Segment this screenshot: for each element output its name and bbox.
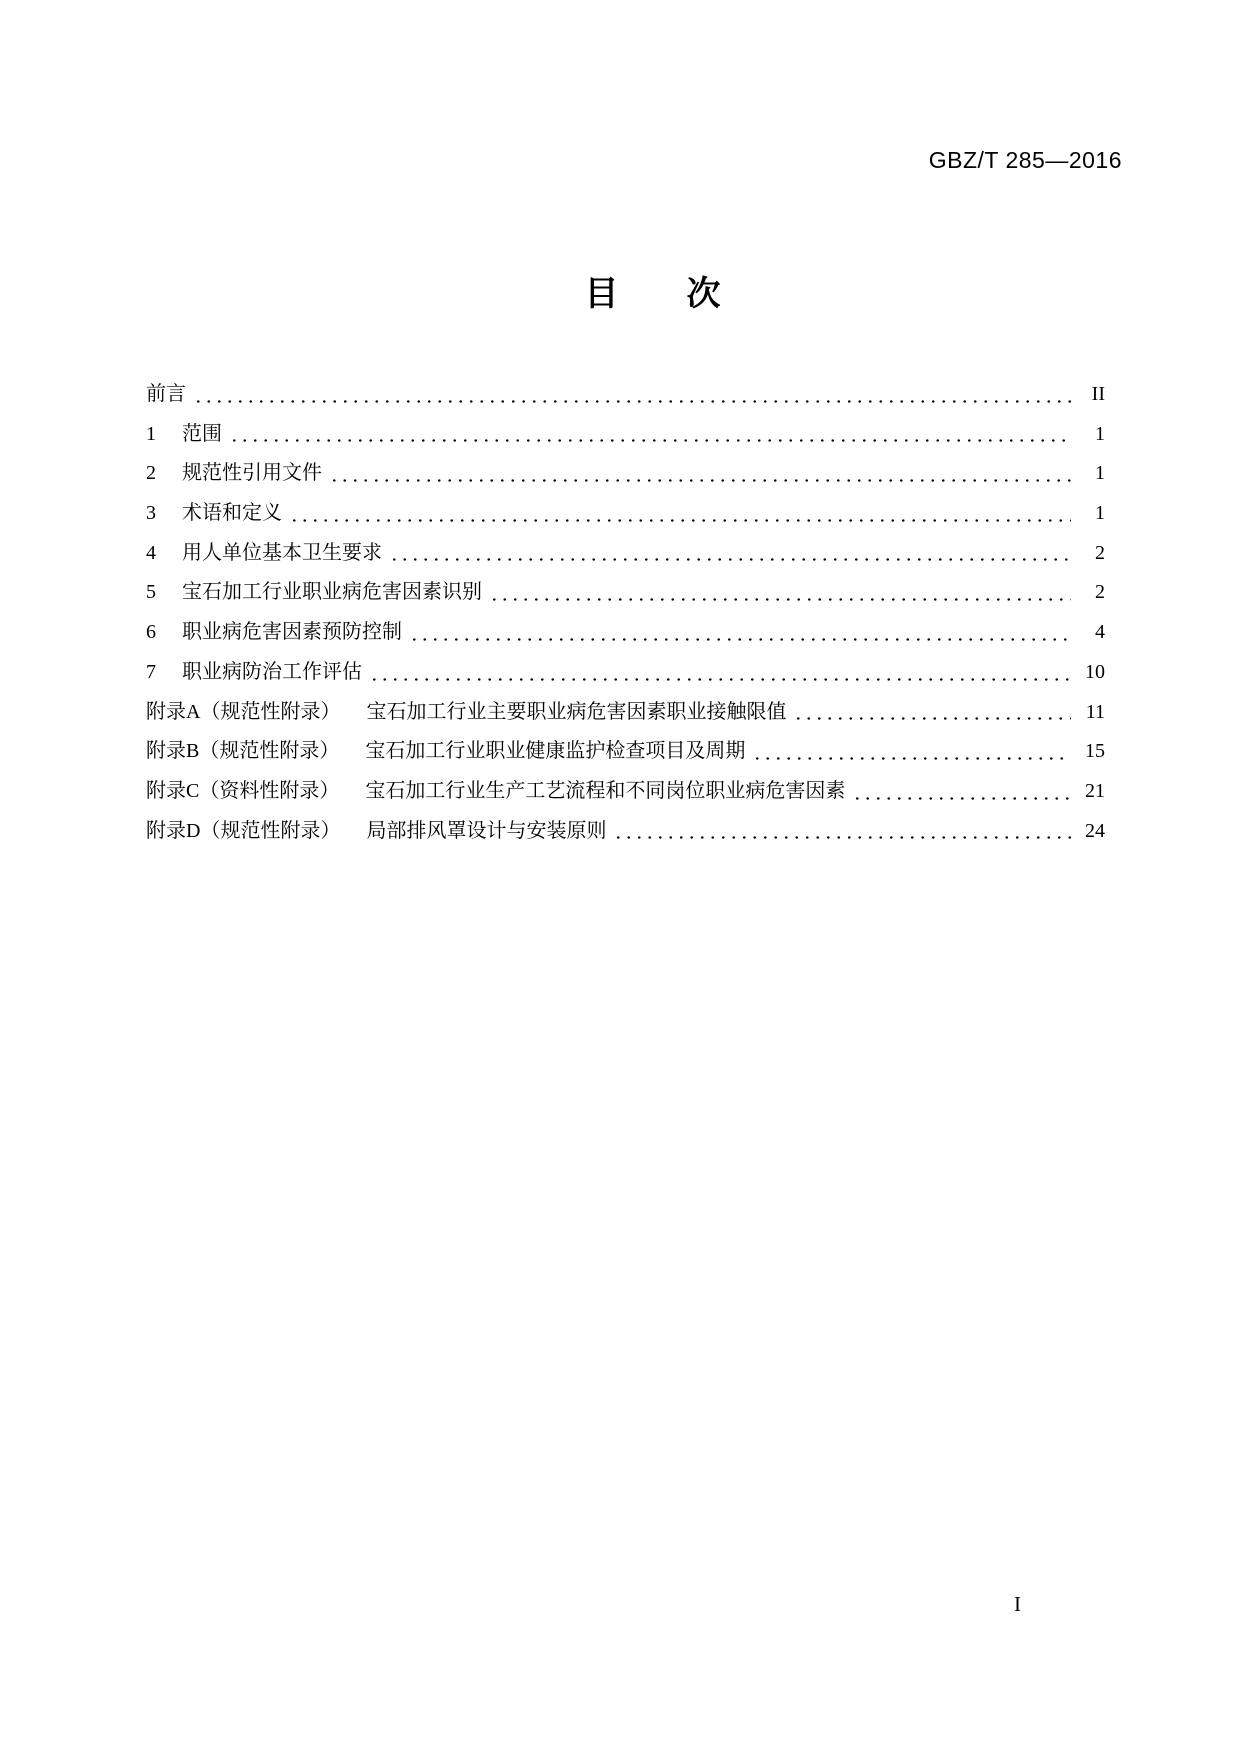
toc-entry-description: 宝石加工行业生产工艺流程和不同岗位职业病危害因素 — [365, 779, 846, 802]
dot-leader — [613, 812, 1071, 852]
footer-page-number: I — [1014, 1592, 1021, 1616]
toc-entry-page-number: 1 — [1095, 502, 1105, 525]
toc-entry-label: 规范性引用文件 — [182, 462, 322, 485]
toc-entry — [146, 375, 1105, 415]
page-title: 目 次 — [584, 275, 721, 313]
toc-entry-number: 2 — [146, 462, 156, 485]
toc-entry-label: 附录C（资料性附录） — [146, 779, 340, 802]
toc-entry-page-number: 2 — [1095, 581, 1105, 604]
toc-entry-page-number: 10 — [1085, 660, 1105, 683]
toc-entry-page-number: 21 — [1085, 779, 1105, 802]
dot-leader — [852, 772, 1071, 812]
toc-entry-number: 7 — [146, 660, 156, 683]
dot-leader — [389, 534, 1071, 574]
toc-entry-page-number: 24 — [1085, 819, 1105, 842]
dot-leader — [193, 375, 1071, 415]
toc-entry-label: 职业病危害因素预防控制 — [182, 621, 402, 644]
dot-leader — [752, 732, 1071, 772]
toc-entry — [146, 812, 1105, 852]
toc-entry — [146, 534, 1105, 574]
toc-entry — [146, 613, 1105, 653]
toc-entry — [146, 693, 1105, 733]
toc-entry-page-number: 11 — [1085, 700, 1105, 723]
toc-entry — [146, 772, 1105, 812]
toc-entry-number: 6 — [146, 621, 156, 644]
dot-leader — [793, 693, 1071, 733]
toc-entry-description: 局部排风罩设计与安装原则 — [366, 819, 607, 842]
toc-entry-label: 宝石加工行业职业病危害因素识别 — [182, 581, 482, 604]
toc-entry-label: 范围 — [182, 422, 222, 445]
toc-list — [146, 375, 1105, 851]
toc-entry-label: 术语和定义 — [182, 502, 282, 525]
toc-entry-number: 3 — [146, 502, 156, 525]
toc-entry-page-number: 1 — [1095, 422, 1105, 445]
toc-entry-label: 附录A（规范性附录） — [146, 700, 341, 723]
toc-entry-label: 前言 — [146, 383, 186, 405]
toc-entry — [146, 573, 1105, 613]
toc-entry — [146, 415, 1105, 455]
toc-entry-description: 宝石加工行业主要职业病危害因素职业接触限值 — [366, 700, 787, 723]
standard-number: GBZ/T 285—2016 — [928, 147, 1122, 173]
toc-entry-label: 附录D（规范性附录） — [146, 819, 341, 842]
dot-leader — [329, 454, 1071, 494]
toc-entry-page-number: II — [1091, 383, 1105, 405]
toc-entry-number: 1 — [146, 422, 156, 445]
toc-entry-label: 用人单位基本卫生要求 — [182, 541, 382, 564]
toc-entry-page-number: 1 — [1095, 462, 1105, 485]
dot-leader — [289, 494, 1071, 534]
toc-entry-number: 4 — [146, 541, 156, 564]
toc-entry-page-number: 4 — [1095, 621, 1105, 644]
dot-leader — [229, 415, 1071, 455]
toc-entry-label: 附录B（规范性附录） — [146, 740, 340, 763]
toc-entry-number: 5 — [146, 581, 156, 604]
dot-leader — [489, 573, 1071, 613]
toc-entry-label: 职业病防治工作评估 — [182, 660, 362, 683]
toc-entry-page-number: 15 — [1085, 740, 1105, 763]
toc-entry — [146, 494, 1105, 534]
toc-entry-page-number: 2 — [1095, 541, 1105, 564]
toc-entry — [146, 732, 1105, 772]
dot-leader — [369, 653, 1071, 693]
toc-entry — [146, 653, 1105, 693]
toc-entry — [146, 454, 1105, 494]
dot-leader — [409, 613, 1071, 653]
toc-entry-description: 宝石加工行业职业健康监护检查项目及周期 — [365, 740, 746, 763]
